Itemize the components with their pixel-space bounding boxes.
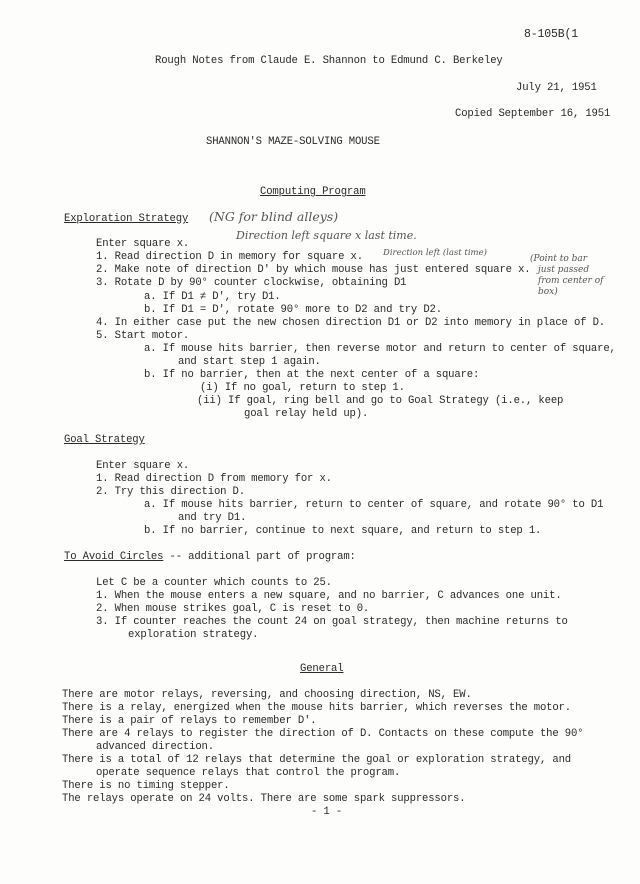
exploration-line: b. If no barrier, then at the next center of a square: bbox=[144, 369, 480, 381]
exploration-line: and start step 1 again. bbox=[178, 356, 321, 368]
goal-line: 2. Try this direction D. bbox=[96, 486, 245, 498]
general-line: There is a total of 12 relays that determine the goal or exploration strategy, and bbox=[62, 754, 571, 766]
goal-line: a. If mouse hits barrier, return to center of square, and rotate 90° to D1 bbox=[144, 499, 604, 511]
exploration-line: 5. Start motor. bbox=[96, 330, 190, 342]
exploration-line: a. If D1 ≠ D', try D1. bbox=[144, 291, 281, 303]
general-line: There is no timing stepper. bbox=[62, 780, 230, 792]
exploration-line: (i) If no goal, return to step 1. bbox=[200, 382, 405, 394]
general-line: operate sequence relays that control the program. bbox=[96, 767, 401, 779]
document-title: SHANNON'S MAZE-SOLVING MOUSE bbox=[206, 136, 380, 148]
general-line: There are 4 relays to register the direction of D. Contacts on these compute the 90° bbox=[62, 728, 584, 740]
goal-line: Enter square x. bbox=[96, 460, 190, 472]
general-line: There is a pair of relays to remember D'. bbox=[62, 715, 317, 727]
general-line: advanced direction. bbox=[96, 741, 214, 753]
letter-date: July 21, 1951 bbox=[516, 82, 597, 94]
section-title: Computing Program bbox=[260, 186, 366, 198]
general-heading: General bbox=[300, 663, 344, 675]
exploration-line: goal relay held up). bbox=[244, 408, 369, 420]
circles-line: Let C be a counter which counts to 25. bbox=[96, 577, 332, 589]
goal-heading: Goal Strategy bbox=[64, 434, 145, 446]
exploration-line: a. If mouse hits barrier, then reverse motor and return to center of square, bbox=[144, 343, 616, 355]
heading-line: Rough Notes from Claude E. Shannon to Edmund C. Berkeley bbox=[155, 55, 503, 67]
handwritten-note-direction-short: Direction left (last time) bbox=[383, 248, 487, 258]
exploration-heading: Exploration Strategy bbox=[64, 213, 189, 225]
general-line: The relays operate on 24 volts. There are some spark suppressors. bbox=[62, 793, 466, 805]
handwritten-margin-note: (Point to bar just passed from center of box) bbox=[530, 254, 604, 297]
goal-line: and try D1. bbox=[178, 512, 247, 524]
goal-line: 1. Read direction D from memory for x. bbox=[96, 473, 332, 485]
circles-line: 1. When the mouse enters a new square, and no barrier, C advances one unit. bbox=[96, 590, 562, 602]
page-number: - 1 - bbox=[311, 806, 343, 818]
handwritten-note-blind-alleys: (NG for blind alleys) bbox=[209, 209, 339, 224]
goal-line: b. If no barrier, continue to next square, and return to step 1. bbox=[144, 525, 542, 537]
exploration-line: Enter square x. bbox=[96, 238, 190, 250]
exploration-line: b. If D1 = D', rotate 90° more to D2 and try D2. bbox=[144, 304, 442, 316]
handwritten-note-direction: Direction left square x last time. bbox=[236, 229, 417, 242]
copied-date: Copied September 16, 1951 bbox=[455, 108, 611, 120]
general-line: There is a relay, energized when the mouse hits barrier, which reverses the motor. bbox=[62, 702, 571, 714]
exploration-line: (ii) If goal, ring bell and go to Goal Strategy (i.e., keep bbox=[197, 395, 564, 407]
circles-line: 2. When mouse strikes goal, C is reset to 0. bbox=[96, 603, 370, 615]
exploration-line: 1. Read direction D in memory for square x. bbox=[96, 251, 363, 263]
exploration-line: 4. In either case put the new chosen direction D1 or D2 into memory in place of D. bbox=[96, 317, 605, 329]
circles-line: exploration strategy. bbox=[128, 629, 259, 641]
exploration-line: 3. Rotate D by 90° counter clockwise, obtaining D1 bbox=[96, 277, 407, 289]
exploration-line: 2. Make note of direction D' by which mouse has just entered square x. bbox=[96, 264, 531, 276]
circles-line: 3. If counter reaches the count 24 on goal strategy, then machine returns to bbox=[96, 616, 568, 628]
general-line: There are motor relays, reversing, and choosing direction, NS, EW. bbox=[62, 689, 472, 701]
document-id: 8-105B(1 bbox=[524, 28, 579, 41]
circles-heading: To Avoid Circles -- additional part of program: bbox=[64, 551, 356, 563]
